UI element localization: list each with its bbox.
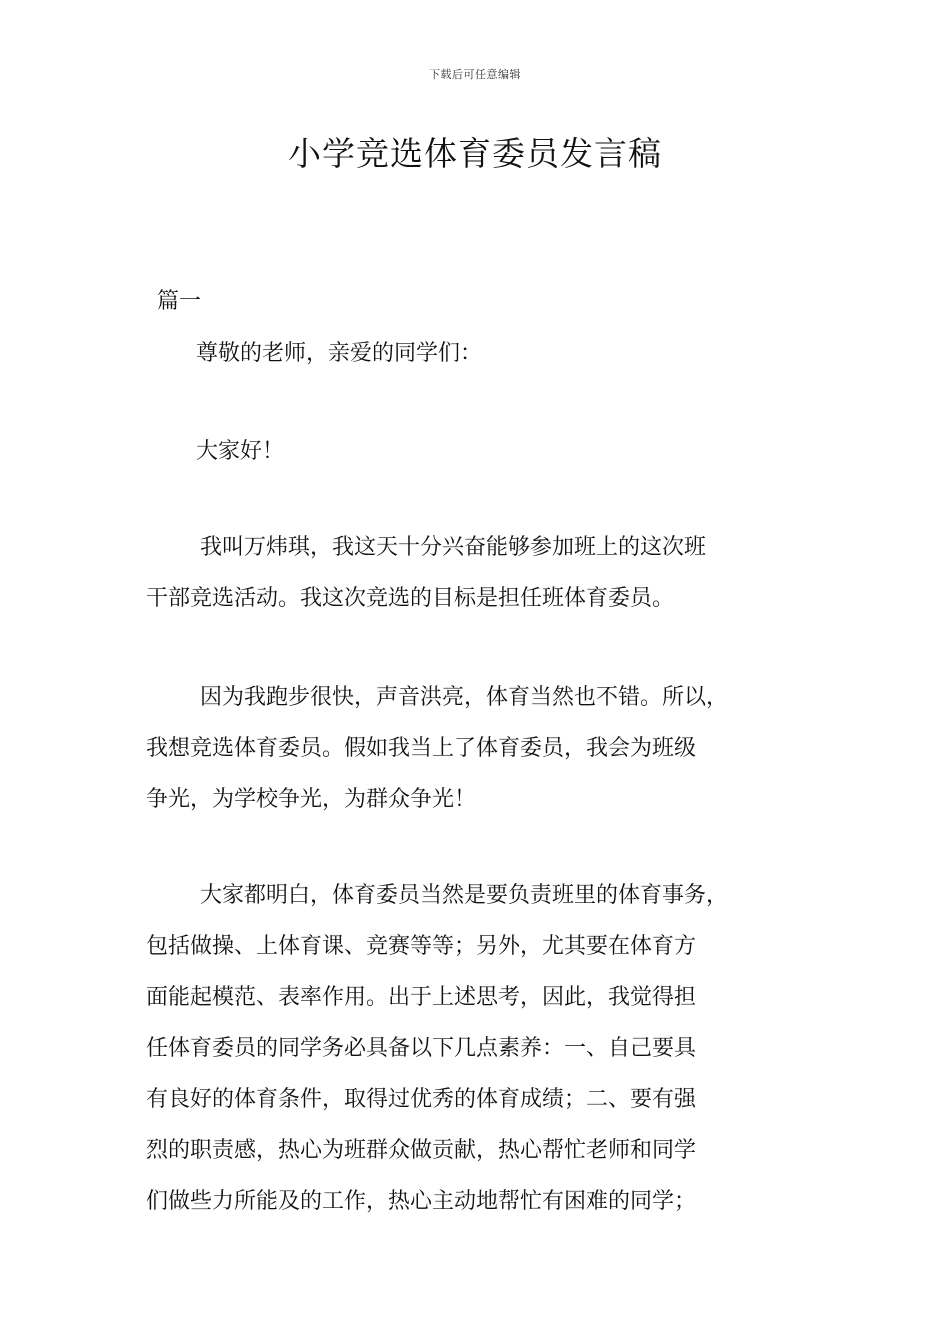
paragraph-line: 我叫万炜琪，我这天十分兴奋能够参加班上的这次班 — [200, 535, 707, 560]
section-label: 篇一 — [157, 289, 202, 314]
paragraph-3 — [146, 870, 836, 1227]
header-note: 下载后可任意编辑 — [429, 68, 521, 81]
paragraph-line: 因为我跑步很快，声音洪亮，体育当然也不错。所以， — [200, 685, 729, 710]
paragraph-line: 干部竞选活动。我这次竞选的目标是担任班体育委员。 — [146, 586, 675, 611]
paragraph-line: 烈的职责感，热心为班群众做贡献，热心帮忙老师和同学 — [146, 1138, 697, 1163]
paragraph-line: 任体育委员的同学务必具备以下几点素养：一、自己要具 — [146, 1036, 697, 1061]
paragraph-line: 有良好的体育条件，取得过优秀的体育成绩；二、要有强 — [146, 1087, 697, 1112]
paragraph-1 — [146, 522, 836, 624]
paragraph-2 — [146, 672, 836, 825]
paragraph-line: 们做些力所能及的工作，热心主动地帮忙有困难的同学； — [146, 1189, 697, 1214]
paragraph-line: 面能起模范、表率作用。出于上述思考，因此，我觉得担 — [146, 985, 697, 1010]
paragraph-line: 我想竞选体育委员。假如我当上了体育委员，我会为班级 — [146, 736, 697, 761]
document-title: 小学竞选体育委员发言稿 — [288, 134, 662, 173]
paragraph-line: 包括做操、上体育课、竞赛等等；另外，尤其要在体育方 — [146, 934, 697, 959]
paragraph-line: 大家都明白，体育委员当然是要负责班里的体育事务， — [200, 883, 729, 908]
salutation: 尊敬的老师，亲爱的同学们： — [196, 341, 483, 366]
paragraph-line: 争光，为学校争光，为群众争光！ — [146, 787, 477, 812]
greeting: 大家好！ — [196, 439, 285, 464]
